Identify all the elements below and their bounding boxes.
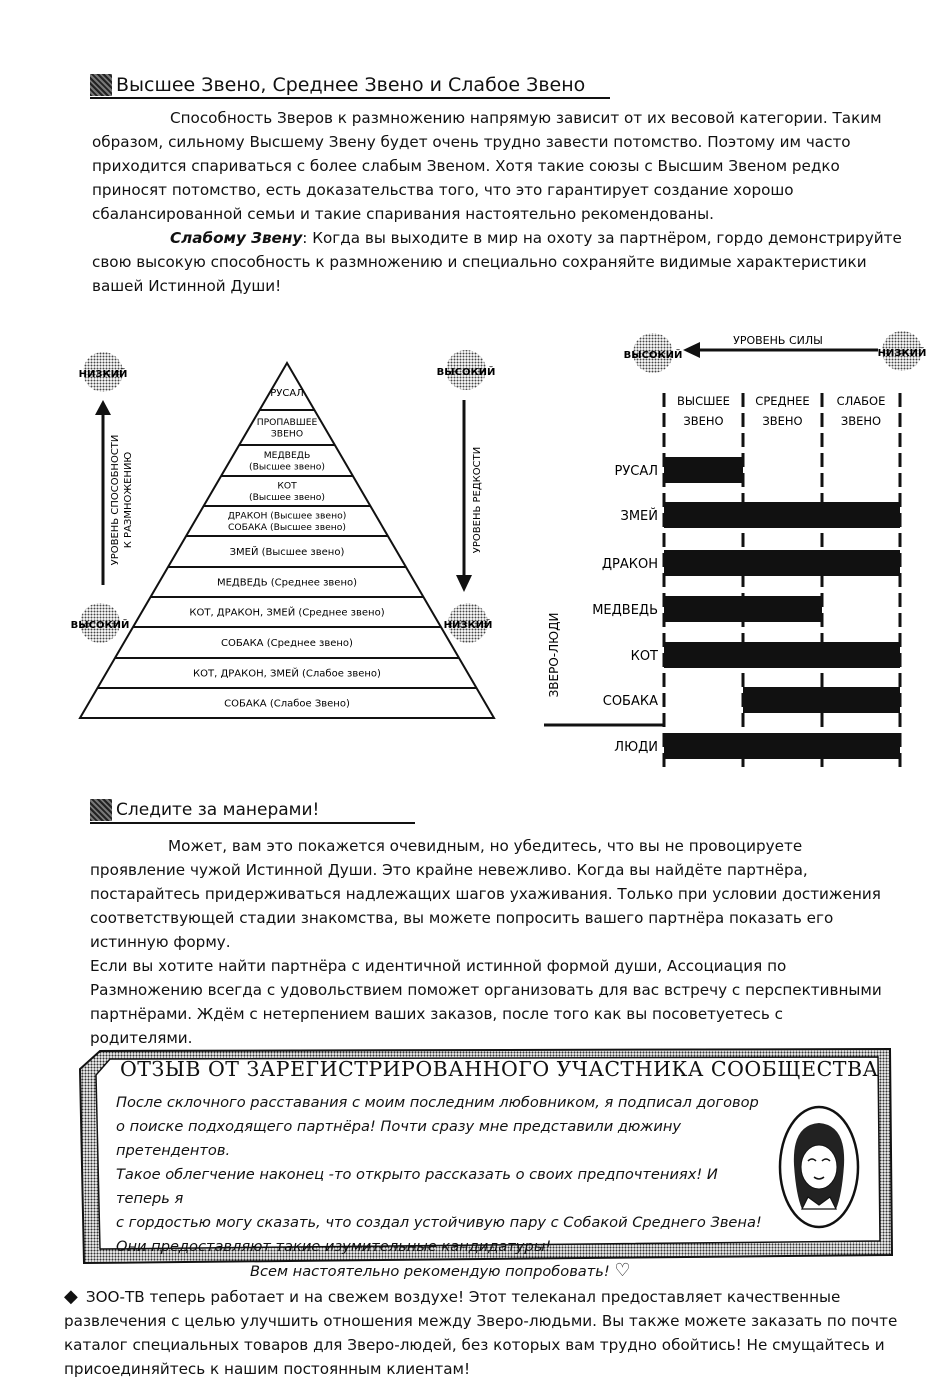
heading-underline: [90, 97, 610, 99]
weak-link-lead: Слабому Звену: [170, 229, 303, 247]
member-avatar: [778, 1105, 860, 1230]
right-axis-label: УРОВЕНЬ РЕДКОСТИ: [472, 446, 483, 554]
footer-notice: [64, 1285, 904, 1381]
pyramid-tier-label: РУСАЛ: [270, 388, 304, 399]
heading-square-icon: [90, 799, 112, 821]
row-label: РУСАЛ: [614, 464, 658, 479]
pyramid-tier-label: КОТ, ДРАКОН, ЗМЕЙ (Слабое звено): [193, 668, 381, 680]
review-box: [78, 1045, 893, 1281]
left-bottom-badge: ВЫСОКИЙ: [70, 620, 130, 631]
row-label: ЛЮДИ: [614, 740, 658, 755]
power-bar: [664, 550, 900, 576]
left-axis-line1: УРОВЕНЬ СПОСОБНОСТИ: [110, 434, 121, 566]
section1-paragraph-1: Способность Зверов к размножению напрямую зависит от их весовой категории. Таким образом, сильному Высшему Звену будет очень трудно завести потомство. Поэтому им часто приходится спариваться с более слабым Звеном. Хотя такие союзы с Высшим Звеном редко приносят потомство, есть доказательства того, что это гарантирует создание хорошо сбалансированной семьи и такие спаривания настоятельно рекомендованы.: [92, 109, 882, 223]
column-header: ЗВЕНО: [840, 414, 882, 428]
section2-heading: Следите за манерами!: [90, 799, 319, 821]
left-top-badge: НИЗКИЙ: [78, 369, 128, 380]
column-header: СЛАБОЕ: [836, 394, 886, 408]
power-bar: [664, 733, 900, 759]
row-label: ЗМЕЙ: [620, 509, 658, 524]
section2-paragraph-1: Может, вам это покажется очевидным, но убедитесь, что вы не провоцируете проявление чужой Истинной Души. Это крайне невежливо. Когда вы найдёте партнёра, постарайтесь придерживаться надлежащих шагов ухаживания. Только при условии достижения соответствующей стадии знакомства, вы можете попросить вашего партнёра показать его истинную форму.: [90, 837, 881, 951]
pyramid-tier-label: СОБАКА (Слабое Звено): [224, 698, 350, 710]
power-bar: [743, 687, 900, 713]
footer-text: ЗОО-ТВ теперь работает и на свежем воздухе! Этот телеканал предоставляет качественные развлечения с целью улучшить отношения между Зверо-людьми. Вы также можете заказать по почте каталог специальных товаров для Зверо-людей, без которых вам трудно обойтись! Не смущайтесь и присоединяйтесь к нашим постоянным клиентам!: [64, 1288, 898, 1378]
pyramid-tier-label: КОТ: [277, 480, 297, 492]
column-header: ЗВЕНО: [683, 414, 724, 428]
section1-heading: Высшее Звено, Среднее Звено и Слабое Звено: [90, 74, 585, 96]
pyramid-tier-label: МЕДВЕДЬ (Среднее звено): [216, 577, 358, 589]
diamond-bullet-icon: ◆: [64, 1286, 78, 1307]
pyramid-tier-label: (Высшее звено): [249, 461, 325, 473]
left-arrow-icon: [683, 342, 700, 358]
power-bar: [664, 457, 743, 483]
pyramid-tier-label: СОБАКА (Высшее звено): [228, 521, 346, 533]
review-text: После склочного расставания с моим последним любовником, я подписал договор о поиске подходящего партнёра! Почти сразу мне представили дюжину претендентов. Такое облегчение наконец -то открыто рассказать о своих предпочтениях! И теперь я с гордостью могу сказать, что создал устойчивую пару с Собакой Среднего Звена! Они предоставляют такие изумительные кандидатуры! Всем настоятельно рекомендую попробовать! ♡: [116, 1094, 762, 1281]
row-label: ДРАКОН: [601, 557, 658, 572]
heading-square-icon: [90, 74, 112, 96]
row-label: СОБАКА: [602, 694, 658, 709]
section1-paragraph-2: Слабому Звену: Когда вы выходите в мир на охоту за партнёром, гордо демонстрируйте свою высокую способность к размножению и специально сохраняйте видимые характеристики вашей Истинной Души!: [92, 229, 902, 295]
review-title: ОТЗЫВ ОТ ЗАРЕГИСТРИРОВАННОГО УЧАСТНИКА СООБЩЕСТВА: [120, 1057, 879, 1081]
group-label: ЗВЕРО-ЛЮДИ: [547, 612, 561, 698]
pyramid-tier-label: ПРОПАВШЕЕ: [256, 417, 318, 429]
section1-text: [92, 106, 907, 298]
pyramid-tier-label: (Высшее звено): [249, 491, 325, 503]
column-header: ЗВЕНО: [762, 414, 803, 428]
chart-left-badge: ВЫСОКИЙ: [623, 350, 683, 361]
pyramid-tier-label: ДРАКОН (Высшее звено): [227, 510, 347, 522]
power-bar: [664, 642, 900, 668]
power-bar: [664, 502, 900, 528]
chart-right-badge: НИЗКИЙ: [877, 348, 927, 359]
power-level-chart: [540, 325, 940, 785]
left-axis-line2: К РАЗМНОЖЕНИЮ: [123, 451, 134, 549]
heart-icon: ♡: [614, 1260, 631, 1281]
pyramid-tier-label: КОТ, ДРАКОН, ЗМЕЙ (Среднее звено): [189, 607, 385, 619]
row-label: МЕДВЕДЬ: [592, 603, 658, 618]
right-bottom-badge: НИЗКИЙ: [443, 620, 493, 631]
pyramid-tier-label: СОБАКА (Среднее звено): [221, 638, 353, 649]
section2-text: [90, 834, 890, 1050]
power-bar: [664, 596, 822, 622]
up-arrow-icon: [95, 400, 111, 415]
chart-title: УРОВЕНЬ СИЛЫ: [733, 334, 823, 347]
column-header: ВЫСШЕЕ: [677, 394, 730, 408]
pyramid-tier-label: ЗВЕНО: [270, 428, 304, 440]
row-label: КОТ: [630, 649, 658, 664]
pyramid-tier-label: МЕДВЕДЬ: [263, 450, 311, 462]
pyramid-tier-label: ЗМЕЙ (Высшее звено): [229, 547, 345, 558]
column-header: СРЕДНЕЕ: [755, 394, 810, 408]
pyramid-diagram: [60, 340, 530, 730]
heading-underline: [90, 822, 415, 824]
down-arrow-icon: [456, 575, 472, 592]
section2-paragraph-2: Если вы хотите найти партнёра с идентичной истинной формой души, Ассоциация по Размножению всегда с удовольствием поможет организовать для вас встречу с перспективными партнёрами. Ждём с нетерпением ваших заказов, после того как вы посоветуетесь с родителями.: [90, 957, 882, 1047]
right-top-badge: ВЫСОКИЙ: [436, 367, 496, 378]
